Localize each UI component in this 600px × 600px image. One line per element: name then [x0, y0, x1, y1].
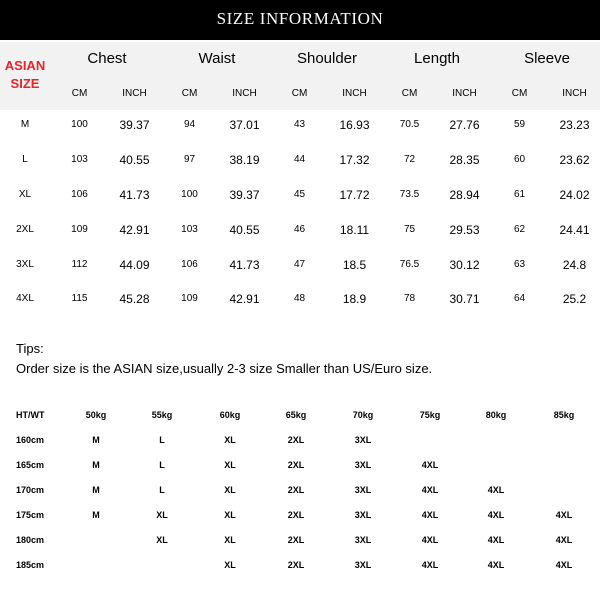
- height-label: 180cm: [16, 535, 45, 545]
- inch-cell: 39.37: [119, 118, 150, 132]
- inch-cell: 25.2: [562, 292, 587, 306]
- inch-cell: 40.55: [229, 223, 260, 237]
- guide-size-cell: 4XL: [555, 510, 573, 520]
- unit-header: CM: [291, 88, 308, 99]
- cm-cell: 94: [183, 119, 196, 130]
- asian-label-line-1: ASIAN: [4, 58, 46, 73]
- cm-cell: 106: [181, 259, 198, 270]
- guide-size-cell: M: [92, 435, 100, 445]
- weight-header: 50kg: [85, 410, 107, 420]
- cm-cell: 76.5: [399, 259, 420, 270]
- guide-size-cell: XL: [224, 460, 236, 470]
- guide-size-cell: 2XL: [287, 460, 305, 470]
- guide-size-cell: XL: [224, 535, 236, 545]
- cm-cell: 64: [513, 293, 526, 304]
- unit-header: INCH: [562, 88, 587, 99]
- guide-size-cell: XL: [224, 485, 236, 495]
- guide-size-cell: 4XL: [421, 510, 439, 520]
- cm-cell: 100: [181, 189, 198, 200]
- inch-cell: 18.5: [342, 258, 367, 272]
- measurement-header: Chest: [87, 50, 127, 67]
- inch-cell: 30.71: [449, 292, 480, 306]
- height-label: 160cm: [16, 435, 45, 445]
- guide-size-cell: 4XL: [555, 535, 573, 545]
- cm-cell: 45: [293, 189, 306, 200]
- cm-cell: 72: [403, 154, 416, 165]
- cm-cell: 112: [71, 259, 88, 270]
- inch-cell: 17.72: [339, 188, 370, 202]
- inch-cell: 24.8: [562, 258, 587, 272]
- size-cell: 2XL: [16, 224, 34, 235]
- inch-cell: 27.76: [449, 118, 480, 132]
- cm-cell: 100: [71, 119, 88, 130]
- inch-cell: 23.23: [559, 118, 590, 132]
- cm-cell: 97: [183, 154, 196, 165]
- inch-cell: 18.9: [342, 292, 367, 306]
- cm-cell: 78: [403, 293, 416, 304]
- cm-cell: 70.5: [399, 119, 420, 130]
- guide-size-cell: 4XL: [421, 535, 439, 545]
- measurement-header: Sleeve: [524, 50, 570, 67]
- tips-label: Tips:: [16, 341, 44, 356]
- guide-size-cell: 2XL: [287, 535, 305, 545]
- inch-cell: 16.93: [339, 118, 370, 132]
- unit-header: CM: [181, 88, 198, 99]
- cm-cell: 103: [71, 154, 88, 165]
- guide-size-cell: XL: [224, 435, 236, 445]
- unit-header: INCH: [122, 88, 147, 99]
- guide-size-cell: 3XL: [354, 435, 372, 445]
- cm-cell: 115: [71, 293, 88, 304]
- guide-size-cell: 3XL: [354, 510, 372, 520]
- guide-size-cell: 2XL: [287, 435, 305, 445]
- unit-header: CM: [401, 88, 418, 99]
- height-label: 185cm: [16, 560, 45, 570]
- size-cell: XL: [18, 189, 32, 200]
- height-label: 170cm: [16, 485, 45, 495]
- weight-header: 65kg: [285, 410, 307, 420]
- cm-cell: 109: [181, 293, 198, 304]
- cm-cell: 43: [293, 119, 306, 130]
- guide-size-cell: L: [159, 435, 165, 445]
- guide-size-cell: 4XL: [487, 510, 505, 520]
- page-title: SIZE INFORMATION: [216, 9, 384, 28]
- weight-header: 55kg: [151, 410, 173, 420]
- inch-cell: 28.35: [449, 153, 480, 167]
- cm-cell: 73.5: [399, 189, 420, 200]
- unit-header: CM: [71, 88, 88, 99]
- cm-cell: 48: [293, 293, 306, 304]
- inch-cell: 29.53: [449, 223, 480, 237]
- cm-cell: 109: [71, 224, 88, 235]
- cm-cell: 46: [293, 224, 306, 235]
- cm-cell: 63: [513, 259, 526, 270]
- title-banner: [0, 0, 600, 40]
- tips-text: Order size is the ASIAN size,usually 2-3 size Smaller than US/Euro size.: [16, 361, 433, 376]
- unit-header: CM: [511, 88, 528, 99]
- inch-cell: 24.41: [559, 223, 590, 237]
- size-cell: M: [20, 119, 30, 130]
- weight-header: 80kg: [485, 410, 507, 420]
- guide-size-cell: 2XL: [287, 485, 305, 495]
- asian-size-header: [0, 42, 50, 110]
- guide-size-cell: XL: [156, 510, 168, 520]
- guide-size-cell: L: [159, 485, 165, 495]
- unit-header: INCH: [232, 88, 257, 99]
- guide-size-cell: 4XL: [421, 560, 439, 570]
- cm-cell: 47: [293, 259, 306, 270]
- guide-size-cell: 3XL: [354, 535, 372, 545]
- cm-cell: 44: [293, 154, 306, 165]
- inch-cell: 38.19: [229, 153, 260, 167]
- size-cell: 3XL: [16, 259, 34, 270]
- guide-size-cell: 4XL: [487, 485, 505, 495]
- guide-corner-label: HT/WT: [16, 410, 45, 420]
- weight-header: 70kg: [352, 410, 374, 420]
- cm-cell: 103: [181, 224, 198, 235]
- guide-size-cell: L: [159, 460, 165, 470]
- cm-cell: 106: [71, 189, 88, 200]
- inch-cell: 23.62: [559, 153, 590, 167]
- cm-cell: 61: [513, 189, 526, 200]
- guide-size-cell: 2XL: [287, 510, 305, 520]
- measurement-header: Shoulder: [296, 50, 358, 67]
- inch-cell: 39.37: [229, 188, 260, 202]
- cm-cell: 59: [513, 119, 526, 130]
- inch-cell: 41.73: [229, 258, 260, 272]
- inch-cell: 42.91: [119, 223, 150, 237]
- inch-cell: 45.28: [119, 292, 150, 306]
- cm-cell: 75: [403, 224, 416, 235]
- inch-cell: 30.12: [449, 258, 480, 272]
- guide-size-cell: 4XL: [421, 485, 439, 495]
- guide-size-cell: M: [92, 485, 100, 495]
- guide-size-cell: 2XL: [287, 560, 305, 570]
- measurement-header: Length: [414, 50, 460, 67]
- guide-size-cell: 4XL: [555, 560, 573, 570]
- inch-cell: 28.94: [449, 188, 480, 202]
- weight-header: 75kg: [419, 410, 441, 420]
- inch-cell: 41.73: [119, 188, 150, 202]
- asian-label-line-2: SIZE: [10, 76, 40, 91]
- height-label: 165cm: [16, 460, 45, 470]
- guide-size-cell: M: [92, 460, 100, 470]
- guide-size-cell: 3XL: [354, 560, 372, 570]
- measurement-header: Waist: [198, 50, 236, 67]
- size-cell: L: [22, 154, 28, 165]
- guide-size-cell: 4XL: [487, 560, 505, 570]
- inch-cell: 44.09: [119, 258, 150, 272]
- inch-cell: 42.91: [229, 292, 260, 306]
- guide-size-cell: XL: [224, 510, 236, 520]
- guide-size-cell: 3XL: [354, 485, 372, 495]
- cm-cell: 60: [513, 154, 526, 165]
- guide-size-cell: 4XL: [421, 460, 439, 470]
- size-cell: 4XL: [16, 293, 34, 304]
- height-label: 175cm: [16, 510, 45, 520]
- inch-cell: 37.01: [229, 118, 260, 132]
- unit-header: INCH: [452, 88, 477, 99]
- unit-header: INCH: [342, 88, 367, 99]
- cm-cell: 62: [513, 224, 526, 235]
- weight-header: 60kg: [219, 410, 241, 420]
- inch-cell: 17.32: [339, 153, 370, 167]
- inch-cell: 24.02: [559, 188, 590, 202]
- guide-size-cell: 3XL: [354, 460, 372, 470]
- guide-size-cell: XL: [156, 535, 168, 545]
- weight-header: 85kg: [553, 410, 575, 420]
- inch-cell: 18.11: [339, 223, 370, 237]
- inch-cell: 40.55: [119, 153, 150, 167]
- guide-size-cell: 4XL: [487, 535, 505, 545]
- guide-size-cell: M: [92, 510, 100, 520]
- guide-size-cell: XL: [224, 560, 236, 570]
